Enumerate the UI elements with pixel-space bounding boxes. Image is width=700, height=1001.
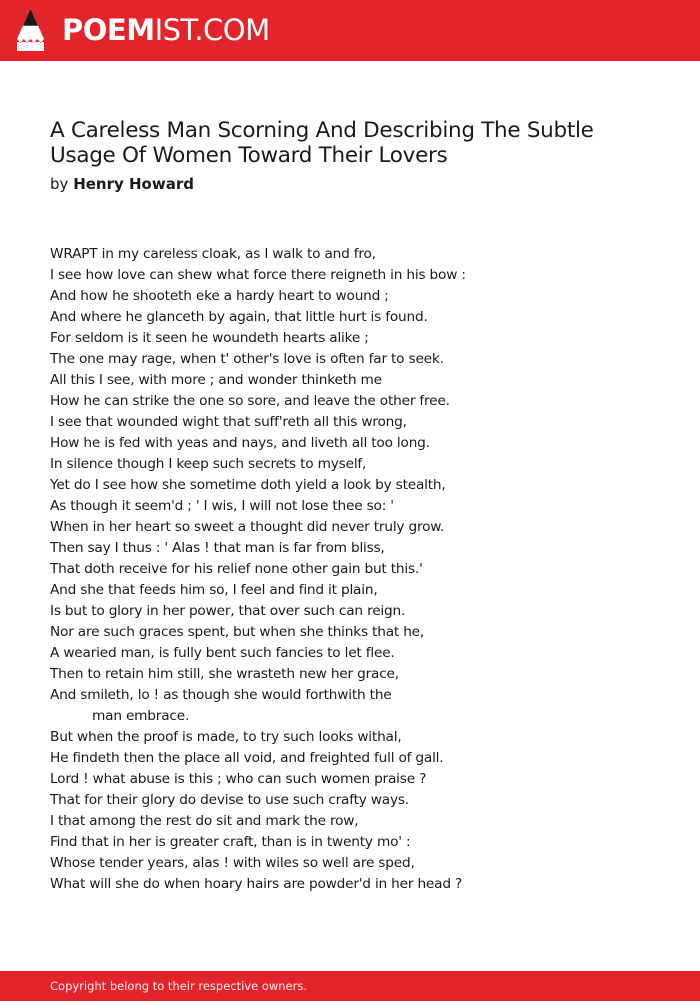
poem-line: How he can strike the one so sore, and leave the other free.: [50, 393, 450, 409]
poem-line: In silence though I keep such secrets to myself,: [50, 456, 367, 472]
poem-line: The one may rage, when t' other's love is often far to seek.: [50, 351, 444, 367]
poem-line: For seldom is it seen he woundeth hearts alike ;: [50, 330, 369, 346]
poem-line: That doth receive for his relief none other gain but this.': [50, 561, 423, 577]
pencil-icon[interactable]: [17, 9, 44, 51]
poem-body: [50, 244, 650, 895]
poem-line: When in her heart so sweet a thought did never truly grow.: [50, 519, 445, 535]
site-header: [0, 0, 700, 61]
poem-line: And how he shooteth eke a hardy heart to wound ;: [50, 288, 389, 304]
site-logo-text[interactable]: [62, 12, 270, 48]
poem-line: All this I see, with more ; and wonder thinketh me: [50, 372, 382, 388]
brand-bold-text: POEM: [62, 13, 155, 47]
poem-line: A wearied man, is fully bent such fancies to let flee.: [50, 645, 395, 661]
poem-line: And smileth, lo ! as though she would forthwith the: [50, 687, 392, 703]
poem-line: I see how love can shew what force there reigneth in his bow :: [50, 267, 466, 283]
poem-line-continuation: man embrace.: [92, 708, 190, 724]
poem-line: What will she do when hoary hairs are powder'd in her head ?: [50, 876, 463, 892]
poem-title: A Careless Man Scorning And Describing The Subtle Usage Of Women Toward Their Lovers: [50, 118, 594, 168]
poem-line: Is but to glory in her power, that over such can reign.: [50, 603, 406, 619]
poem-line: And she that feeds him so, I feel and find it plain,: [50, 582, 378, 598]
copyright-notice: Copyright belong to their respective owners.: [50, 979, 308, 993]
poem-line: Find that in her is greater craft, than is in twenty mo' :: [50, 834, 411, 850]
poem-line: Then to retain him still, she wrasteth new her grace,: [50, 666, 399, 682]
poem-line: How he is fed with yeas and nays, and liveth all too long.: [50, 435, 430, 451]
site-footer: [0, 971, 700, 1001]
poem-line: But when the proof is made, to try such looks withal,: [50, 729, 402, 745]
poem-line: As though it seem'd ; ' I wis, I will not lose thee so: ': [50, 498, 394, 514]
poem-line: Whose tender years, alas ! with wiles so well are sped,: [50, 855, 415, 871]
brand-light-text: IST.COM: [154, 13, 270, 47]
author-name: Henry Howard: [73, 175, 194, 193]
poem-line: I that among the rest do sit and mark the row,: [50, 813, 359, 829]
poem-line: And where he glanceth by again, that little hurt is found.: [50, 309, 428, 325]
poem-line: Lord ! what abuse is this ; who can such women praise ?: [50, 771, 427, 787]
poem-line: Yet do I see how she sometime doth yield a look by stealth,: [50, 477, 446, 493]
byline-prefix: by: [50, 175, 69, 193]
poem-line: That for their glory do devise to use such crafty ways.: [50, 792, 409, 808]
poem-line: He findeth then the place all void, and freighted full of gall.: [50, 750, 444, 766]
poem-line: WRAPT in my careless cloak, as I walk to and fro,: [50, 246, 376, 262]
poem-line: Then say I thus : ' Alas ! that man is far from bliss,: [50, 540, 385, 556]
poem-line: Nor are such graces spent, but when she thinks that he,: [50, 624, 425, 640]
byline: [50, 174, 194, 194]
poem-line: I see that wounded wight that suff'reth all this wrong,: [50, 414, 407, 430]
